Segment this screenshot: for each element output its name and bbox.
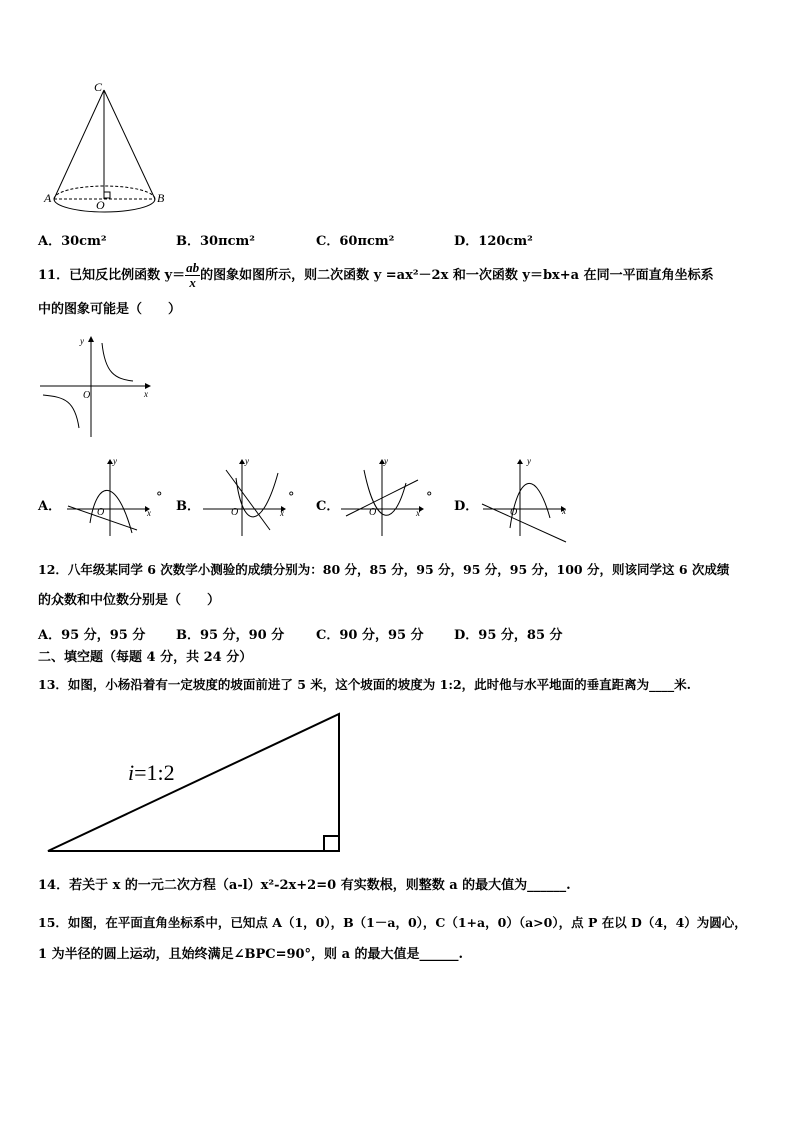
cone-drawing: [40, 80, 200, 220]
q14-question: 14．若关于 x 的一元二次方程（a-l）x²-2x+2=0 有实数根，则整数 a 的最大值为______.: [38, 878, 571, 893]
c-y-label: y: [384, 456, 388, 466]
c-x-label: x: [416, 508, 420, 518]
q11-option-c-label[interactable]: C．: [316, 499, 340, 514]
a-x-label: x: [147, 508, 151, 518]
a-mark: °: [156, 490, 163, 505]
q12-question-line1: 12．八年级某同学 6 次数学小测验的成绩分别为：80 分，85 分，95 分，95 分，95 分，100 分，则该同学这 6 次成绩: [38, 562, 730, 577]
q12-question-line2: 的众数和中位数分别是（ ）: [38, 593, 221, 608]
slope-label: i=1:2: [128, 760, 175, 785]
d-o-label: O: [510, 507, 518, 518]
cone-label-a: A: [44, 191, 52, 205]
q11-option-b-label[interactable]: B．: [176, 499, 200, 514]
q11-graph-d[interactable]: [478, 458, 578, 538]
ref-y-label: y: [80, 336, 84, 346]
cone-label-b: B: [157, 191, 165, 205]
q11-graph-c[interactable]: [336, 458, 436, 538]
q10-option-b[interactable]: B．30πcm²: [176, 234, 255, 249]
d-y-label: y: [527, 456, 531, 466]
b-mark: °: [288, 490, 295, 505]
q10-option-c[interactable]: C．60πcm²: [316, 234, 395, 249]
q11-fraction: $\frac{ab}{x}$: [186, 260, 200, 290]
q15-question-line2: 1 为半径的圆上运动，且始终满足∠BPC=90°，则 a 的最大值是______.: [38, 947, 464, 962]
ref-x-label: x: [144, 389, 148, 399]
c-mark: °: [426, 490, 433, 505]
q10-option-a[interactable]: A．30cm²: [38, 234, 107, 249]
section-heading-fill-in: 二、填空题（每题 4 分，共 24 分）: [38, 650, 253, 665]
b-x-label: x: [280, 508, 284, 518]
a-y-label: y: [113, 456, 117, 466]
cone-label-o: O: [96, 198, 105, 212]
c-o-label: O: [369, 507, 377, 518]
b-o-label: O: [231, 507, 239, 518]
q13-question: 13．如图，小杨沿着有一定坡度的坡面前进了 5 米，这个坡面的坡度为 1:2，此时他与水平地面的垂直距离为____米.: [38, 677, 692, 692]
ref-o-label: O: [83, 390, 91, 401]
q12-option-c[interactable]: C．90 分，95 分: [316, 628, 424, 643]
d-x-label: x: [562, 506, 566, 516]
slope-triangle: [40, 708, 360, 858]
q11-question-line1: 11．已知反比例函数 y＝ $\frac{ab}{x}$ 的图象如图所示，则二次函数 y =ax²－2x 和一次函数 y＝bx+a 在同一平面直角坐标系: [38, 260, 714, 290]
q11-graph-a[interactable]: [62, 458, 162, 538]
q10-option-d[interactable]: D．120cm²: [454, 234, 533, 249]
cone-label-c: C: [94, 80, 103, 94]
q12-option-d[interactable]: D．95 分，85 分: [454, 628, 563, 643]
q12-option-b[interactable]: B．95 分，90 分: [176, 628, 285, 643]
a-o-label: O: [97, 507, 105, 518]
q11-question-line2: 中的图象可能是（ ）: [38, 302, 182, 317]
b-y-label: y: [245, 456, 249, 466]
q11-option-d-label[interactable]: D．: [454, 499, 479, 514]
q12-option-a[interactable]: A．95 分，95 分: [38, 628, 146, 643]
q11-graph-b[interactable]: [198, 458, 298, 538]
q11-option-a-label[interactable]: A．: [38, 499, 62, 514]
q15-question-line1: 15．如图，在平面直角坐标系中，已知点 A（1，0），B（1－a，0），C（1+a，0）（a>0），点 P 在以 D（4，4）为圆心，: [38, 915, 747, 930]
